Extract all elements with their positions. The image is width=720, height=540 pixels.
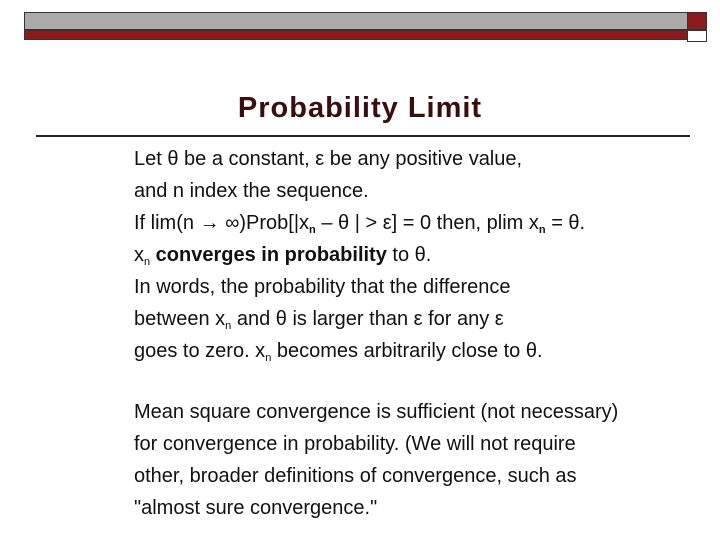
subscript-n: n xyxy=(538,224,546,236)
body-line-10: other, broader definitions of convergence, such as xyxy=(134,465,577,487)
title-divider xyxy=(36,135,690,137)
line6-part-a: between x xyxy=(134,308,226,330)
body-line-8: Mean square convergence is sufficient (not necessary) xyxy=(134,401,619,423)
corner-white-block xyxy=(687,30,707,42)
subscript-n: n xyxy=(265,352,272,364)
body-line-4 xyxy=(134,239,694,271)
subscript-n: n xyxy=(225,320,232,332)
line6-part-b: and θ is larger than ε for any ε xyxy=(231,308,504,330)
line3-part-b: ∞)Prob[|x xyxy=(219,212,310,234)
body-line-2: and n index the sequence. xyxy=(134,180,369,202)
top-bar-grey-stripe xyxy=(24,12,688,30)
line7-part-a: goes to zero. x xyxy=(134,340,266,362)
arrow-symbol: → xyxy=(199,212,220,234)
paragraph-gap xyxy=(134,367,694,396)
top-bar-red-stripe xyxy=(24,30,688,40)
body-line-5: In words, the probability that the difference xyxy=(134,276,511,298)
line3-part-a: If lim(n xyxy=(134,212,200,234)
body-line-1: Let θ be a constant, ε be any positive value, xyxy=(134,148,523,170)
line3-part-d: > ε] = 0 then, plim x xyxy=(365,212,539,234)
line7-part-b: becomes arbitrarily close to θ. xyxy=(271,340,543,362)
line3-part-e: = θ. xyxy=(545,212,586,234)
top-decorative-bar xyxy=(24,12,688,40)
subscript-n: n xyxy=(144,256,151,268)
subscript-n: n xyxy=(309,224,316,236)
corner-red-block xyxy=(687,12,707,30)
line3-part-c: – θ | xyxy=(315,212,366,234)
emphasis-phrase: converges in probability xyxy=(150,244,387,266)
body-line-7 xyxy=(134,335,694,367)
body-line-3 xyxy=(134,207,694,239)
body-line-11: "almost sure convergence." xyxy=(134,497,378,519)
body-line-6 xyxy=(134,303,694,335)
body-line-9: for convergence in probability. (We will not require xyxy=(134,433,576,455)
x-variable: x xyxy=(134,244,144,266)
line4-rest: to θ. xyxy=(386,244,432,266)
slide-body xyxy=(134,143,694,524)
slide-title: Probability Limit xyxy=(237,92,483,124)
